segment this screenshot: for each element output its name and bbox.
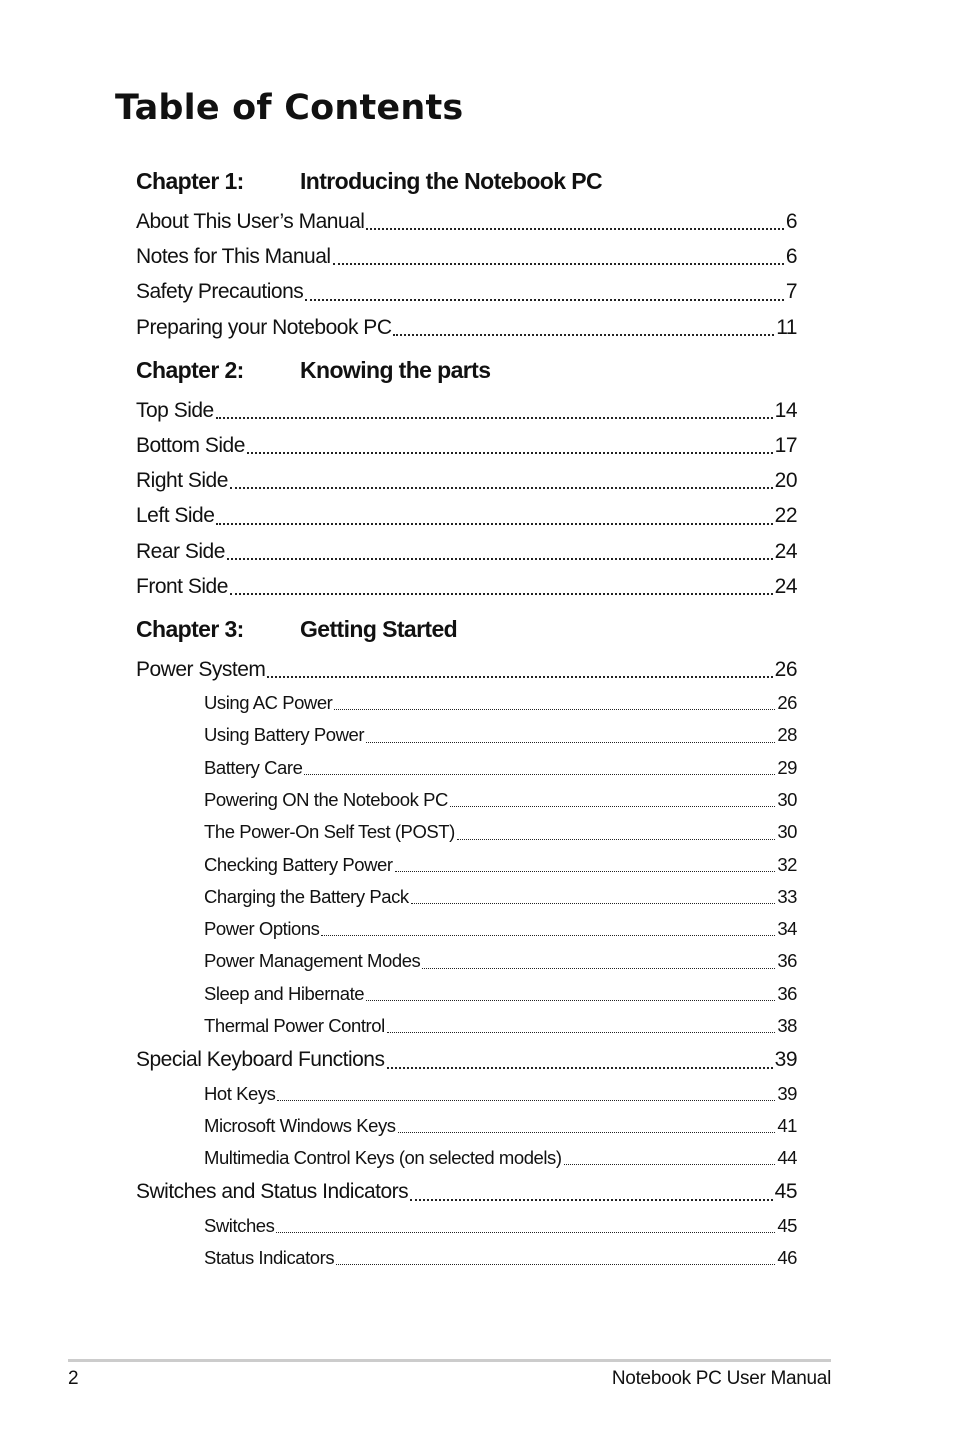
toc-entry[interactable] (136, 498, 797, 533)
dot-leader (276, 1231, 775, 1233)
dot-leader (422, 967, 775, 969)
toc-entry-label: Safety Precautions (136, 280, 304, 304)
toc-entry[interactable] (136, 310, 797, 345)
toc-entry[interactable] (136, 204, 797, 239)
toc-entry-label: About This User’s Manual (136, 210, 365, 233)
toc-entry-page: 7 (785, 280, 797, 304)
toc-subentry[interactable] (136, 1242, 797, 1274)
toc-entry-label: Using Battery Power (204, 724, 365, 746)
toc-subentry[interactable] (136, 1078, 797, 1110)
footer-manual-title: Notebook PC User Manual (611, 1368, 831, 1389)
dot-leader (227, 557, 773, 560)
dot-leader (366, 999, 775, 1001)
dot-leader (277, 1099, 775, 1101)
dot-leader (457, 838, 775, 840)
toc-entry-label: Special Keyboard Functions (136, 1048, 385, 1072)
toc-subentry[interactable] (136, 816, 797, 848)
toc-entry-page: 39 (777, 1082, 797, 1104)
toc-subentry[interactable] (136, 1010, 797, 1042)
toc-entry-label: Checking Battery Power (204, 853, 393, 875)
toc-subentry[interactable] (136, 1110, 797, 1142)
dot-leader (387, 1031, 776, 1033)
toc-entry-label: Notes for This Manual (136, 245, 331, 269)
toc-entry-label: Bottom Side (136, 433, 245, 457)
dot-leader (247, 451, 773, 454)
toc-entry-label: Multimedia Control Keys (on selected models) (204, 1147, 562, 1169)
toc-entry[interactable] (136, 274, 797, 309)
chapter-number: Chapter 2: (136, 356, 244, 383)
toc-entry-page: 39 (774, 1048, 797, 1072)
toc-entry-label: Using AC Power (204, 692, 333, 714)
toc-entry-label: Battery Care (204, 756, 303, 778)
toc-entry-page: 26 (777, 692, 797, 714)
toc-entry-page: 29 (777, 756, 797, 778)
dot-leader (333, 262, 784, 265)
dot-leader (216, 416, 773, 419)
toc-entry-page: 32 (777, 853, 797, 875)
dot-leader (216, 522, 772, 525)
toc-entry[interactable] (136, 652, 797, 687)
dot-leader (393, 333, 774, 336)
toc-entry-page: 36 (777, 950, 797, 972)
toc-subentry[interactable] (136, 881, 797, 913)
toc-entry-page: 24 (774, 574, 797, 598)
toc-entry-page: 20 (774, 469, 797, 493)
toc-entry-page: 46 (777, 1246, 797, 1268)
toc-entry-label: Microsoft Windows Keys (204, 1114, 396, 1136)
dot-leader (411, 902, 776, 904)
footer-divider (68, 1359, 831, 1362)
toc-entry-page: 30 (777, 821, 797, 843)
dot-leader (267, 675, 772, 678)
toc-entry-page: 11 (776, 315, 797, 339)
dot-leader (230, 592, 773, 595)
toc-subentry[interactable] (136, 687, 797, 719)
toc-subentry[interactable] (136, 849, 797, 881)
toc-entry-label: Powering ON the Notebook PC (204, 788, 448, 810)
toc-entry-label: Thermal Power Control (204, 1015, 385, 1037)
chapter-title: Knowing the parts (300, 356, 491, 383)
footer-page-number: 2 (68, 1368, 79, 1389)
toc-entry[interactable] (136, 239, 797, 274)
dot-leader (305, 298, 784, 301)
toc-subentry[interactable] (136, 784, 797, 816)
dot-leader (304, 773, 775, 775)
dot-leader (321, 934, 775, 936)
chapter-gap (136, 604, 797, 616)
toc-entry[interactable] (136, 569, 797, 604)
toc-entry-label: Switches and Status Indicators (136, 1180, 409, 1204)
toc-entry-label: Charging the Battery Pack (204, 885, 409, 907)
toc-entry-page: 41 (777, 1114, 797, 1136)
toc-entry-page: 36 (777, 982, 797, 1004)
toc-entry-label: Right Side (136, 469, 228, 493)
toc-subentry[interactable] (136, 913, 797, 945)
dot-leader (336, 1263, 775, 1265)
toc-entry-page: 45 (774, 1180, 797, 1204)
toc-entry-page: 38 (777, 1015, 797, 1037)
toc-entry-page: 17 (774, 433, 797, 457)
dot-leader (395, 870, 776, 872)
dot-leader (387, 1066, 773, 1069)
toc-entry-page: 6 (785, 245, 797, 269)
toc-subentry[interactable] (136, 752, 797, 784)
toc-entry[interactable] (136, 393, 797, 428)
toc-entry[interactable] (136, 463, 797, 498)
toc-entry-page: 28 (777, 724, 797, 746)
toc-subentry[interactable] (136, 1142, 797, 1174)
toc-entry-label: Switches (204, 1214, 275, 1236)
chapter-number: Chapter 1: (136, 168, 244, 194)
toc-entry-label: Power Options (204, 918, 320, 940)
toc-entry-label: Hot Keys (204, 1082, 276, 1104)
toc-entry-label: Power System (136, 657, 266, 681)
chapter-heading[interactable] (136, 616, 797, 652)
dot-leader (366, 227, 783, 230)
chapter-heading[interactable] (136, 168, 797, 204)
dot-leader (230, 486, 773, 489)
dot-leader (398, 1131, 776, 1133)
chapter-title: Introducing the Notebook PC (300, 168, 602, 194)
toc-entry-label: Front Side (136, 574, 228, 598)
chapter-number: Chapter 3: (136, 615, 244, 642)
toc-entry[interactable] (136, 534, 797, 569)
toc-entry-label: Top Side (136, 398, 214, 422)
dot-leader (564, 1163, 776, 1165)
toc-entry-page: 34 (777, 918, 797, 940)
toc-subentry[interactable] (136, 1210, 797, 1242)
dot-leader (366, 741, 775, 743)
toc-subentry[interactable] (136, 945, 797, 977)
toc-entry-page: 33 (777, 885, 797, 907)
toc-entry-label: Rear Side (136, 539, 225, 563)
toc-entry-page: 6 (785, 210, 797, 233)
toc-entry[interactable] (136, 1174, 797, 1209)
toc-entry-label: Status Indicators (204, 1246, 335, 1268)
toc-entry[interactable] (136, 428, 797, 463)
toc-entry-label: The Power-On Self Test (POST) (204, 821, 455, 843)
toc-entry-page: 45 (777, 1214, 797, 1236)
toc-entry-page: 44 (777, 1147, 797, 1169)
dot-leader (334, 708, 775, 710)
toc-entry[interactable] (136, 1042, 797, 1077)
dot-leader (450, 805, 775, 807)
toc-entry-label: Power Management Modes (204, 950, 421, 972)
toc-subentry[interactable] (136, 719, 797, 751)
toc-entry-label: Left Side (136, 504, 215, 528)
toc-entry-page: 24 (774, 539, 797, 563)
toc-subentry[interactable] (136, 978, 797, 1010)
toc-entry-label: Preparing your Notebook PC (136, 315, 392, 339)
toc-entry-label: Sleep and Hibernate (204, 982, 365, 1004)
dot-leader (410, 1198, 772, 1201)
chapter-gap (136, 345, 797, 357)
toc-entry-page: 26 (774, 657, 797, 681)
toc-entry-page: 14 (774, 398, 797, 422)
toc-entry-page: 22 (774, 504, 797, 528)
chapter-heading[interactable] (136, 357, 797, 393)
table-of-contents (136, 168, 797, 1274)
chapter-title: Getting Started (300, 615, 458, 642)
toc-entry-page: 30 (777, 788, 797, 810)
page-title: Table of Contents (115, 88, 464, 128)
